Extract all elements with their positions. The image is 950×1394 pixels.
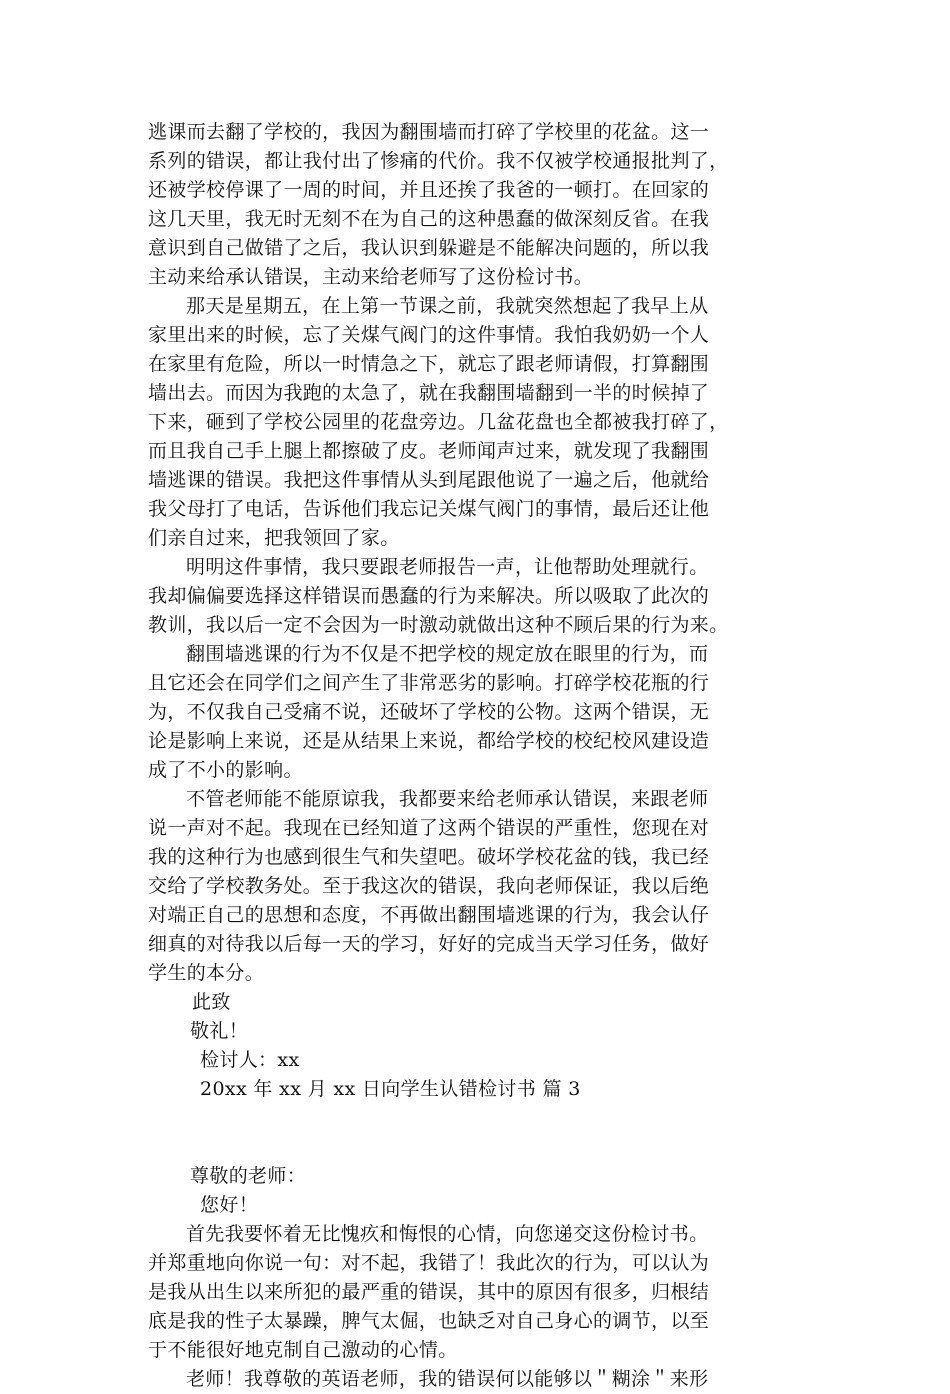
text-line: 系列的错误，都让我付出了惨痛的代价。我不仅被学校通报批判了，	[148, 150, 729, 172]
text-line: 逃课而去翻了学校的，我因为翻围墙而打碎了学校里的花盆。这一	[148, 121, 710, 143]
paragraph	[148, 553, 820, 640]
text-line: 家里出来的时候，忘了关煤气阀门的这件事情。我怕我奶奶一个人	[148, 324, 710, 346]
paragraph	[148, 785, 820, 988]
text-line: 首先我要怀着无比愧疚和悔恨的心情，向您递交这份检讨书。	[186, 1223, 709, 1245]
text-line: 翻围墙逃课的行为不仅是不把学校的规定放在眼里的行为，而	[186, 643, 709, 665]
document-page	[148, 118, 820, 1394]
greeting: 您好！	[200, 1194, 259, 1216]
text-line: 为，不仅我自己受痛不说，还破坏了学校的公物。这两个错误，无	[148, 701, 710, 723]
paragraph	[148, 1220, 820, 1365]
text-line: 学生的本分。	[148, 962, 265, 984]
salutation: 此致	[192, 991, 231, 1013]
text-line: 说一声对不起。我现在已经知道了这两个错误的严重性，您现在对	[148, 817, 710, 839]
paragraph	[148, 118, 820, 292]
paragraph	[148, 1365, 820, 1394]
text-line: 那天是星期五，在上第一节课之前，我就突然想起了我早上从	[186, 295, 709, 317]
text-line: 明明这件事情，我只要跟老师报告一声，让他帮助处理就行。	[186, 556, 709, 578]
text-line: 于不能很好地克制自己激动的心情。	[148, 1339, 458, 1361]
body-part-1	[148, 118, 820, 988]
text-line: 还被学校停课了一周的时间，并且还挨了我爸的一顿打。在回家的	[148, 179, 710, 201]
paragraph	[148, 292, 820, 553]
text-line: 我父母打了电话，告诉他们我忘记关煤气阀门的事情，最后还让他	[148, 498, 710, 520]
address: 尊敬的老师：	[190, 1165, 307, 1187]
text-line: 是我从出生以来所犯的最严重的错误，其中的原因有很多，归根结	[148, 1281, 710, 1303]
text-line: 且它还会在同学们之间产生了非常恶劣的影响。打碎学校花瓶的行	[148, 672, 710, 694]
text-line: 这几天里，我无时无刻不在为自己的这种愚蠢的做深刻反省。在我	[148, 208, 710, 230]
text-line: 交给了学校教务处。至于我这次的错误，我向老师保证，我以后绝	[148, 875, 710, 897]
text-line: 而且我自己手上腿上都擦破了皮。老师闻声过来，就发现了我翻围	[148, 440, 710, 462]
text-line: 教训，我以后一定不会因为一时激动就做出这种不顾后果的行为来。	[148, 614, 729, 636]
text-line: 并郑重地向你说一句：对不起，我错了！我此次的行为，可以认为	[148, 1252, 710, 1274]
signer: 检讨人：xx	[200, 1049, 300, 1071]
text-line: 我的这种行为也感到很生气和失望吧。破坏学校花盆的钱，我已经	[148, 846, 710, 868]
text-line: 底是我的性子太暴躁，脾气太倔，也缺乏对自己身心的调节，以至	[148, 1310, 710, 1332]
text-line: 主动来给承认错误，主动来给老师写了这份检讨书。	[148, 266, 594, 288]
text-line: 墙逃课的错误。我把这件事情从头到尾跟他说了一遍之后，他就给	[148, 469, 710, 491]
section-title: 20xx 年 xx 月 xx 日向学生认错检讨书 篇 3	[200, 1078, 581, 1100]
paragraph	[148, 640, 820, 785]
text-line: 对端正自己的思想和态度，不再做出翻围墙逃课的行为，我会认仔	[148, 904, 710, 926]
text-line: 我却偏偏要选择这样错误而愚蠢的行为来解决。所以吸取了此次的	[148, 585, 710, 607]
text-line: 老师！我尊敬的英语老师，我的错误何以能够以＂糊涂＂来形	[186, 1368, 709, 1390]
spacer	[148, 1104, 820, 1162]
text-line: 下来，砸到了学校公园里的花盘旁边。几盆花盘也全都被我打碎了，	[148, 411, 729, 433]
text-line: 论是影响上来说，还是从结果上来说，都给学校的校纪校风建设造	[148, 730, 710, 752]
text-line: 在家里有危险，所以一时情急之下，就忘了跟老师请假，打算翻围	[148, 353, 710, 375]
text-line: 成了不小的影响。	[148, 759, 303, 781]
text-line: 墙出去。而因为我跑的太急了，就在我翻围墙翻到一半的时候掉了	[148, 382, 710, 404]
text-line: 细真的对待我以后每一天的学习，好好的完成当天学习任务，做好	[148, 933, 710, 955]
body-part-2	[148, 1220, 820, 1394]
text-line: 不管老师能不能原谅我，我都要来给老师承认错误，来跟老师	[186, 788, 709, 810]
regards: 敬礼！	[190, 1020, 249, 1042]
text-line: 意识到自己做错了之后，我认识到躲避是不能解决问题的，所以我	[148, 237, 710, 259]
text-line: 们亲自过来，把我领回了家。	[148, 527, 400, 549]
